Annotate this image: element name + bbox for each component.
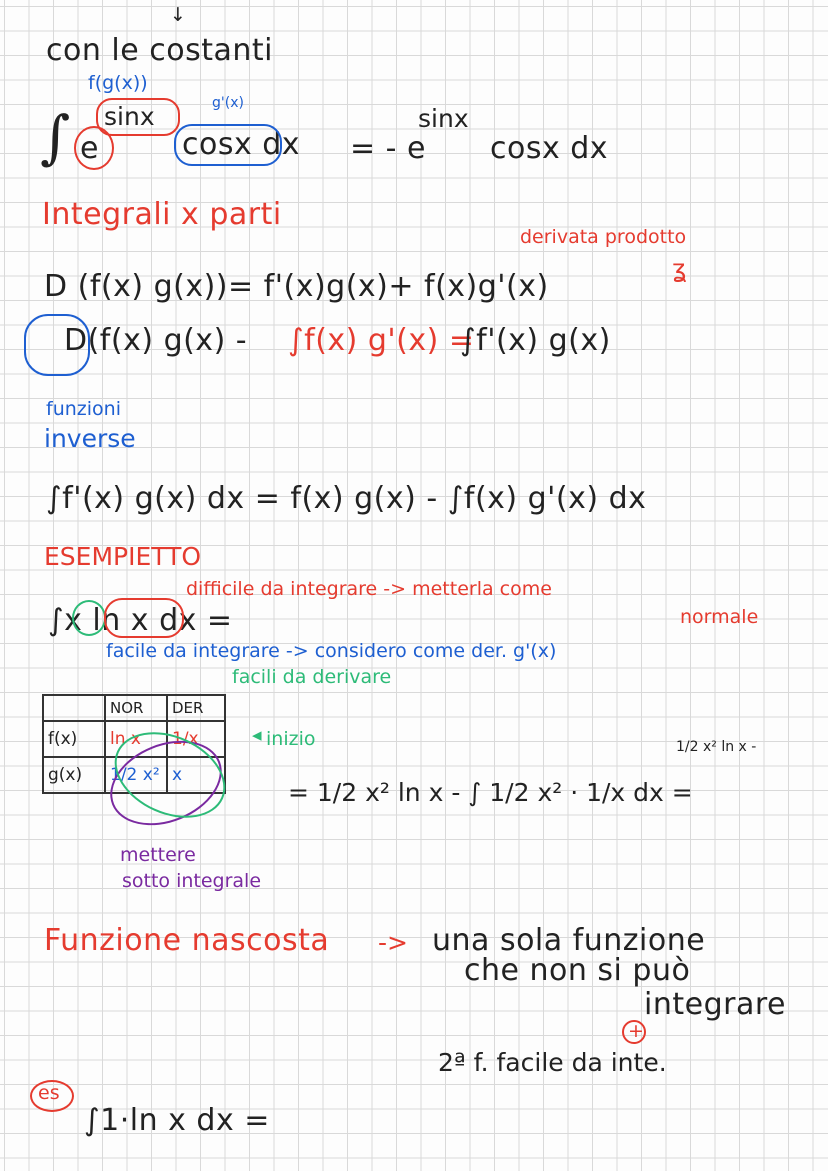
lnx-circle <box>104 598 184 638</box>
rhs-cos-dx: cosx dx <box>490 131 609 166</box>
plus-circle <box>622 1020 646 1044</box>
parts-title: Integrali x parti <box>42 197 282 232</box>
es-badge: es <box>38 1082 60 1104</box>
exponent-sinx: sinx <box>104 102 155 131</box>
cos-circle <box>174 124 282 166</box>
exponent-circle <box>96 98 180 136</box>
table-header-nor: NOR <box>105 695 167 721</box>
parts-formula: ∫f'(x) g(x) dx = f(x) g(x) - ∫f(x) g'(x) dx <box>46 481 647 516</box>
es-circle <box>30 1080 74 1112</box>
table-cell-f-nor: ln x <box>105 721 167 757</box>
table-header-cell <box>43 695 105 721</box>
table-cell-g-der: x <box>167 757 225 793</box>
base-e: e <box>80 131 99 166</box>
fgx-label: f(g(x)) <box>88 72 148 94</box>
rhs-exponent: sinx <box>418 104 469 133</box>
example-integral: ∫x ln x dx = <box>48 603 233 638</box>
hidden-second: 2ª f. facile da inte. <box>438 1048 667 1077</box>
table-cell-g-nor: 1/2 x² <box>105 757 167 793</box>
inizio-label: inizio <box>266 728 316 750</box>
x-circle <box>72 600 106 636</box>
es-integral: ∫1·ln x dx = <box>84 1103 270 1138</box>
hidden-desc-2: che non si può <box>464 953 691 988</box>
down-arrow-icon: ↓ <box>170 4 186 26</box>
parts-note: derivata prodotto <box>520 226 687 248</box>
d-circle <box>24 314 90 376</box>
note-green: facili da derivare <box>232 666 392 688</box>
heading-con-le-costanti: con le costanti <box>46 33 273 68</box>
parts-eq2-right: ∫f'(x) g(x) <box>460 323 611 358</box>
mettere-1: mettere <box>120 844 196 866</box>
example-title: ESEMPIETTO <box>44 542 202 571</box>
integral-sign: ∫ <box>40 103 71 171</box>
note-arrow-icon: ʓ <box>672 254 687 283</box>
table-header-der: DER <box>167 695 225 721</box>
hidden-desc-3: integrare <box>644 987 786 1022</box>
table-cell-f-der: 1/x <box>167 721 225 757</box>
hidden-desc-1: una sola funzione <box>432 923 706 958</box>
note-red-1: difficile da integrare -> metterla come <box>186 578 552 600</box>
table-row-label-f: f(x) <box>43 721 105 757</box>
rhs-equals-e: = - e <box>350 131 426 166</box>
inverse-label-1: funzioni <box>46 398 121 420</box>
example-result-side: 1/2 x² ln x - <box>676 739 757 755</box>
mettere-2: sotto integrale <box>122 870 262 892</box>
arrow-inizio-icon: ◂ <box>252 724 262 746</box>
inverse-label-2: inverse <box>44 424 136 453</box>
parts-eq1: D (f(x) g(x))= f'(x)g(x)+ f(x)g'(x) <box>44 269 549 304</box>
example-result: = 1/2 x² ln x - ∫ 1/2 x² · 1/x dx = <box>288 778 693 807</box>
parts-eq2-left: D(f(x) g(x) - <box>64 323 248 358</box>
parts-eq2-mid: ∫f(x) g'(x) = <box>288 323 475 358</box>
hidden-plus: + <box>628 1020 644 1042</box>
note-red-2: normale <box>680 606 759 628</box>
note-blue: facile da integrare -> considero come der. g'(x) <box>106 640 557 662</box>
table-row-label-g: g(x) <box>43 757 105 793</box>
cos-dx: cosx dx <box>182 127 301 162</box>
hidden-arrow: -> <box>378 928 408 957</box>
gprime-label: g'(x) <box>212 95 244 111</box>
hidden-title: Funzione nascosta <box>44 923 330 958</box>
